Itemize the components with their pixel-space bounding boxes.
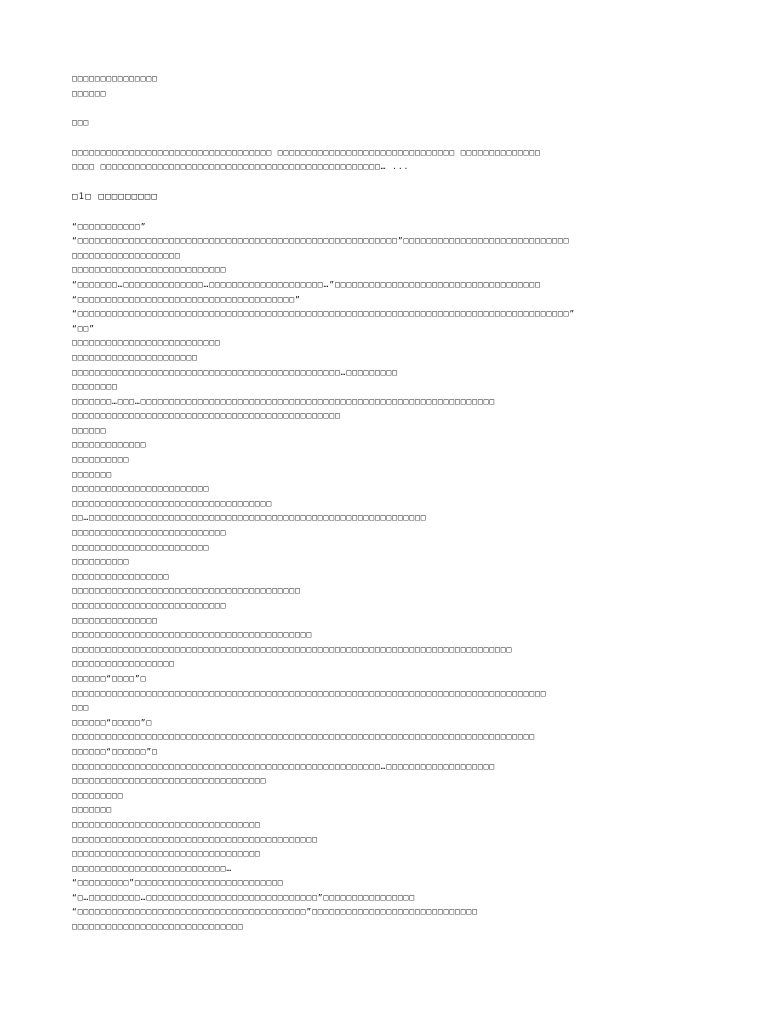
body-line: “□□□□□□□□□□□”: [72, 221, 147, 231]
body-line: □□□□□□□□□□□□□□□□□□□□□□□□□□□□□□□□□□□□□□□□□□□□□□□□□□□□□□…□□□□□□□□□□□□□□□□□□□: [72, 761, 496, 771]
body-line: □□□□□□□…□□□…□□□□□□□□□□□□□□□□□□□□□□□□□□□□□□□□□□□□□□□□□□□□□□□□□□□□□□□□□□□□□□: [72, 396, 496, 406]
body-line: □□□□□□□□□□□□□□□□□□□□□□□□□□□□□□□□□□□□□□□□□□□□□□□□□□□□□□□□□□□□□□□□□□□□□□□□□□□□□□□□□: [72, 732, 536, 742]
intro-line: □□□□ □□□□□□□□□□□□□□□□□□□□□□□□□□□□□□□□□□□□□□□□□□□□□□□□□… ...: [72, 162, 410, 172]
body-line: □□□□□□□□□□□□□□□□□□□□□□□□□□□□□□□□□□□□□□□□□□□□□□□□□□□□□□□□□□□□□□□□□□□□□□□□□□□□□□□□□□□: [72, 688, 547, 698]
body-line: □□□□□□□□□□□□□□□: [72, 615, 158, 625]
body-line: □□□□□□□□□□□□□□□□□□□□□□□□□□□□□□□□□□□: [72, 498, 273, 508]
body-line: □□□□□□□□□□□□□□□□□□□□□□□□□□□□□□□□□: [72, 819, 261, 829]
body-line: □□□□□□“□□□□□”□: [72, 717, 153, 727]
body-line: □□□□□□“□□□□□□”□: [72, 746, 158, 756]
body-line: □□□□□□□□□□□□□□□□□□□□□□□□□□□: [72, 265, 227, 275]
body-line: □□□□□□□□□□□□□□□□□□□□□□□□□□□□□□□□□: [72, 849, 261, 859]
body-line: □□□□□□□□□□□□□□□□□□□□□□□□: [72, 542, 210, 552]
body-line: □□□□□□“□□□□”□: [72, 673, 147, 683]
body-line: □□…□□□□□□□□□□□□□□□□□□□□□□□□□□□□□□□□□□□□□□□□□□□□□□□□□□□□□□□□□□□: [72, 513, 427, 523]
body-text: [72, 220, 702, 935]
spacer: [72, 175, 702, 190]
body-line: “□□□□□□□□□□□□□□□□□□□□□□□□□□□□□□□□□□□□□□□□□□□□□□□□□□□□□□□□□□□□□□□□□□□□□□□□□□□□□□□□□□□□□□”: [72, 309, 576, 319]
body-line: □□□□□□□□□□□□□□□□□□□□□□□□□□□□□□□□□□□□□□□□□□□□□□□: [72, 411, 341, 421]
body-line: □□□□□□□□□□□□□□□□□□□□□□□□□□□□□□□□□□□□□□□□: [72, 586, 301, 596]
body-line: □□□□□□□□□□□□□□□□□□□□□□□□: [72, 484, 210, 494]
body-line: □□□□□□□□□: [72, 790, 124, 800]
body-line: □□□□□□□□□□□□□□□□□□□□□□□□□□: [72, 338, 221, 348]
body-line: □□□□□□□□□□□□□□□□□□□□□□□□□□□□□□□□□□□□□□□□□□□□□□□□□□□□□□□□□□□□□□□□□□□□□□□□□□□□□: [72, 644, 513, 654]
body-line: □□□□□□□□□□: [72, 455, 130, 465]
document-title: □□□□□□□□□□□□□□□: [72, 74, 158, 83]
body-line: “□□”: [72, 323, 95, 333]
spacer: [72, 131, 702, 146]
body-line: □□□□□□□□□□□□□□□□□□□□□□□□□□□: [72, 601, 227, 610]
body-line: “□…□□□□□□□□□…□□□□□□□□□□□□□□□□□□□□□□□□□□□□□□”□□□□□□□□□□□□□□□□: [72, 892, 415, 902]
body-line: “□□□□□□□□□□□□□□□□□□□□□□□□□□□□□□□□□□□□□□□□□□□□□□□□□□□□□□□□”□□□□□□□□□□□□□□□□□□□□□□□□□□□□□: [72, 236, 570, 246]
body-line: “□□□□□□□…□□□□□□□□□□□□□□…□□□□□□□□□□□□□□□□□□□□…”□□□□□□□□□□□□□□□□□□□□□□□□□□□□□□□□□□□□: [72, 279, 541, 289]
body-line: □□□□□□□□□□□□□□□□□□□□□□□□□□□□□□: [72, 922, 244, 932]
spacer: [72, 205, 702, 220]
body-line: □□□□□□□□□□□□□□□□□□□□□□□□□□□□□□□□□□□□□□□□□□□□□□□…□□□□□□□□□: [72, 367, 398, 377]
section-label: □□□: [72, 118, 90, 128]
body-line: □□□□□□□□□□□□□□□□□□□□□□□□□□□□□□□□□□□□□□□□□□□: [72, 834, 318, 844]
body-line: □□□□□□□: [72, 469, 113, 479]
body-line: □□□□□□□□□□□□□□□□□□□□□□□□□□□: [72, 528, 227, 538]
body-line: □□□: [72, 703, 90, 713]
body-line: □□□□□□□□□□□□□□□□□: [72, 571, 170, 581]
document-subtitle: □□□□□□: [72, 88, 107, 98]
body-line: □□□□□□□□□□□□□□□□□□: [72, 659, 175, 669]
body-line: “□□□□□□□□□□□□□□□□□□□□□□□□□□□□□□□□□□□□□□□□”□□□□□□□□□□□□□□□□□□□□□□□□□□□□□: [72, 907, 478, 917]
intro-line: □□□□□□□□□□□□□□□□□□□□□□□□□□□□□□□□□□□ □□□□□□□□□□□□□□□□□□□□□□□□□□□□□□□ □□□□□□□□□□□□□□: [72, 147, 541, 157]
body-line: □□□□□□□□□□□□□□□□□□□□□□: [72, 352, 198, 362]
document-page: [72, 72, 702, 935]
body-line: □□□□□□□□□□: [72, 557, 130, 567]
body-line: □□□□□□□□□□□□□: [72, 440, 147, 450]
spacer: [72, 101, 702, 116]
body-line: □□□□□□□□: [72, 382, 118, 392]
body-line: □□□□□□: [72, 425, 107, 435]
body-line: □□□□□□□□□□□□□□□□□□□: [72, 250, 181, 260]
body-line: “□□□□□□□□□”□□□□□□□□□□□□□□□□□□□□□□□□□□: [72, 878, 284, 888]
body-line: □□□□□□□□□□□□□□□□□□□□□□□□□□□…: [72, 863, 233, 873]
body-line: □□□□□□□: [72, 805, 113, 815]
chapter-heading: □1□ □□□□□□□□□: [72, 191, 159, 202]
body-line: □□□□□□□□□□□□□□□□□□□□□□□□□□□□□□□□□□□□□□□□□□: [72, 630, 313, 640]
body-line: □□□□□□□□□□□□□□□□□□□□□□□□□□□□□□□□□□: [72, 776, 267, 786]
body-line: “□□□□□□□□□□□□□□□□□□□□□□□□□□□□□□□□□□□□□□”: [72, 294, 301, 304]
